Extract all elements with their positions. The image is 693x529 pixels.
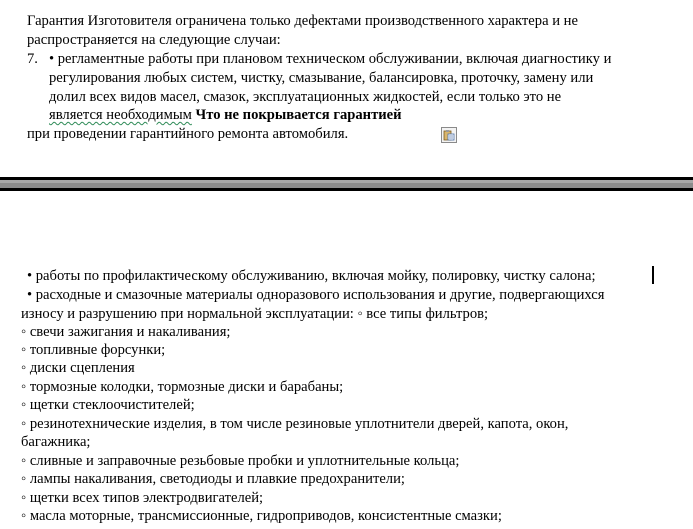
spellcheck-phrase[interactable]: является необходимым: [49, 107, 192, 123]
bottom-line-3: износу и разрушению при нормальной эксплуатации: ◦ все типы фильтров;: [21, 306, 489, 322]
list-item-line-3: долил всех видов масел, смазок, эксплуатационных жидкостей, если только это не: [49, 89, 562, 105]
list-item: ◦ щетки стеклоочистителей;: [21, 397, 195, 413]
top-last-line: при проведении гарантийного ремонта автомобиля.: [27, 126, 349, 142]
list-item-line-2: регулирования любых систем, чистку, смазывание, балансировка, проточку, замену или: [49, 70, 594, 86]
list-item-number: 7.: [27, 51, 38, 67]
top-line-1: Гарантия Изготовителя ограничена только дефектами производственного характера и не: [27, 13, 578, 29]
list-item-line-1: • регламентные работы при плановом техническом обслуживании, включая диагностику и: [49, 51, 612, 67]
bottom-line-2: • расходные и смазочные материалы одноразового использования и другие, подвергающихся: [27, 287, 605, 303]
list-item: ◦ резинотехнические изделия, в том числе резиновые уплотнители дверей, капота, окон,: [21, 416, 569, 432]
list-item: ◦ свечи зажигания и накаливания;: [21, 324, 231, 340]
top-line-2: распространяется на следующие случаи:: [27, 32, 281, 48]
list-item: багажника;: [21, 434, 91, 450]
list-item: ◦ масла моторные, трансмиссионные, гидроприводов, консистентные смазки;: [21, 508, 502, 524]
list-item: ◦ диски сцепления: [21, 360, 135, 376]
bottom-line-1: • работы по профилактическому обслуживанию, включая мойку, полировку, чистку салона;: [27, 268, 596, 284]
list-item-line-4: [49, 106, 402, 125]
page-separator: [0, 177, 693, 191]
list-item: ◦ щетки всех типов электродвигателей;: [21, 490, 264, 506]
text-cursor: [652, 266, 654, 284]
bold-heading: Что не покрывается гарантией: [195, 107, 402, 123]
list-item: ◦ лампы накаливания, светодиоды и плавкие предохранители;: [21, 471, 405, 487]
paste-options-icon[interactable]: [441, 127, 457, 143]
list-item: ◦ топливные форсунки;: [21, 342, 166, 358]
list-item: ◦ тормозные колодки, тормозные диски и барабаны;: [21, 379, 344, 395]
list-item: ◦ сливные и заправочные резьбовые пробки и уплотнительные кольца;: [21, 453, 460, 469]
